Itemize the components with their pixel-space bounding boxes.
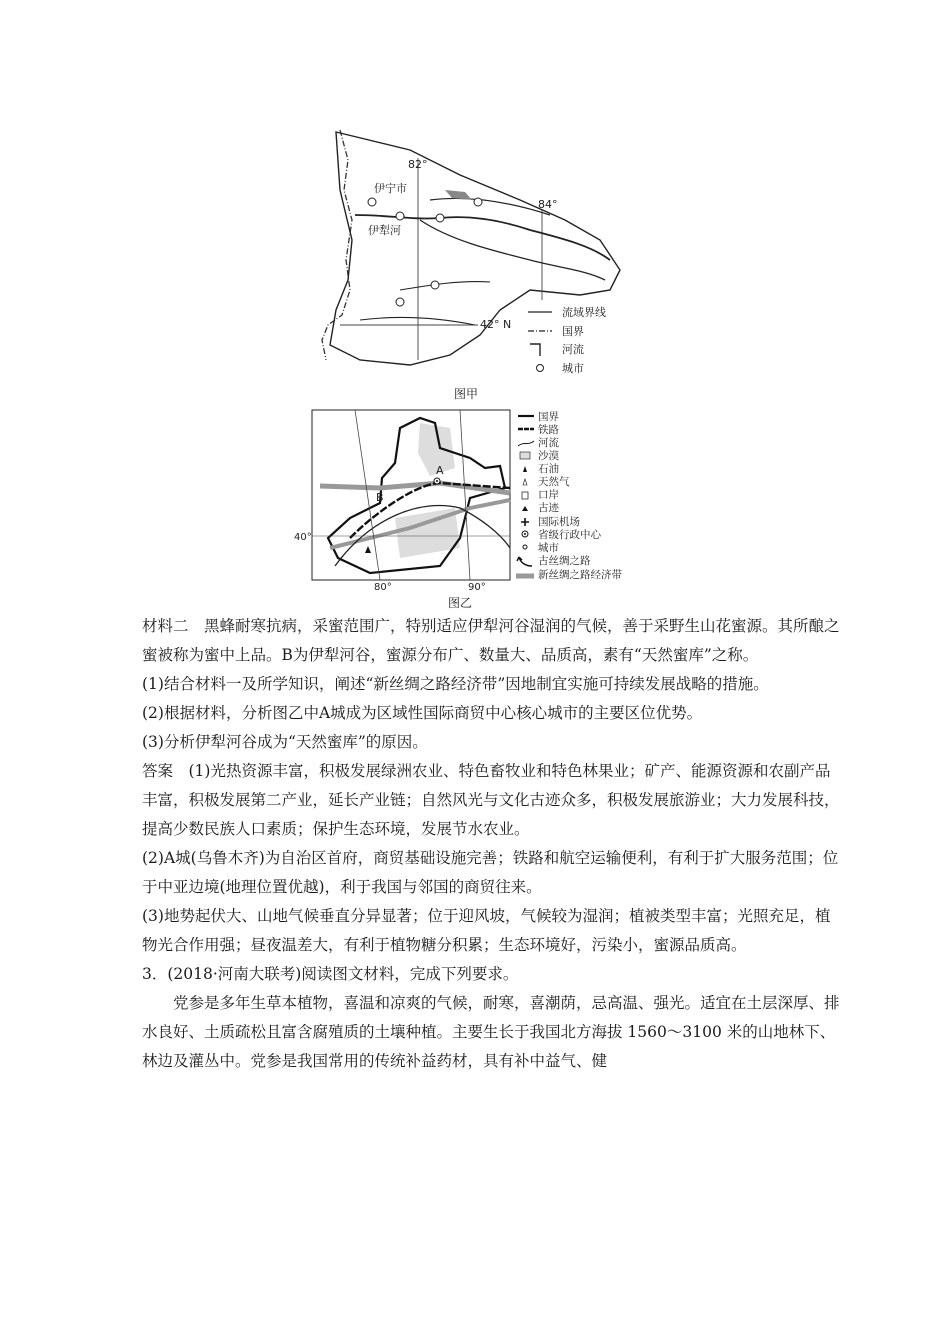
legend-border: 国界 xyxy=(562,325,584,338)
label-a: A xyxy=(436,464,444,477)
legend-b-new: 新丝绸之路经济带 xyxy=(538,569,622,581)
legend-city: 城市 xyxy=(562,362,584,375)
city-marker xyxy=(474,198,482,206)
city-marker xyxy=(396,298,404,306)
figure-a-map xyxy=(300,120,640,380)
lon-84-label: 84° xyxy=(538,198,558,211)
legend-b-airport: 国际机场 xyxy=(538,516,580,528)
question-2: (2)根据材料，分析图乙中A城成为区域性国际商贸中心核心城市的主要区位优势。 xyxy=(142,704,703,722)
passage: 党参是多年生草本植物，喜温和凉爽的气候，耐寒，喜潮荫，忌高温、强光。适宜在土层深厚、排水良好、土质疏松且富含腐殖质的土壤种植。主要生长于我国北方海拔 1560～3100 米的山地林下、林边及灌丛中。党参是我国常用的传统补益药材，具有补中益气、健 xyxy=(142,994,840,1070)
river xyxy=(420,220,605,280)
lon-82-label: 82° xyxy=(408,158,428,171)
body-text xyxy=(142,612,842,1076)
city-marker xyxy=(431,281,439,289)
legend-b-river: 河流 xyxy=(538,437,559,449)
national-border xyxy=(322,130,352,360)
legend-b-relic: 古迹 xyxy=(538,502,559,514)
question-3: (3)分析伊犁河谷成为“天然蜜库”的原因。 xyxy=(142,733,428,751)
legend-b-desert: 沙漠 xyxy=(538,450,559,462)
legend-b-city: 城市 xyxy=(538,542,559,554)
legend-b-oil: 石油 xyxy=(538,463,559,475)
city-marker xyxy=(368,198,376,206)
question-1: (1)结合材料一及所学知识，阐述“新丝绸之路经济带”因地制宜实施可持续发展战略的措施。 xyxy=(142,675,769,693)
legend-b-railway: 铁路 xyxy=(538,424,559,436)
legend-b-border: 国界 xyxy=(538,411,559,423)
legend-river: 河流 xyxy=(562,343,584,356)
lat-42-label: 42° N xyxy=(480,318,512,331)
answer-3: (3)地势起伏大、山地气候垂直分异显著；位于迎风坡，气候较为湿润；植被类型丰富；光照充足，植物光合作用强；昼夜温差大，有利于植物糖分积累；生态环境好，污染小，蜜源品质高。 xyxy=(142,907,831,954)
material2: 材料二 黑蜂耐寒抗病，采蜜范围广，特别适应伊犁河谷湿润的气候，善于采野生山花蜜源。其所酿之蜜被称为蜜中上品。B为伊犁河谷，蜜源分布广、数量大、品质高，素有“天然蜜库”之称。 xyxy=(142,617,840,664)
yili-river-label: 伊犁河 xyxy=(368,224,401,237)
figure-b-caption: 图乙 xyxy=(448,596,473,610)
lat-40-label: 40° xyxy=(294,532,312,543)
legend-b-ancient: 古丝绸之路 xyxy=(538,555,591,567)
label-b: B xyxy=(376,491,384,504)
city-marker xyxy=(396,212,404,220)
lon-80-label: 80° xyxy=(374,582,392,593)
legend-basin: 流域界线 xyxy=(562,306,606,319)
figure-b-map xyxy=(294,408,655,593)
city-marker xyxy=(436,214,444,222)
legend-b-port: 口岸 xyxy=(538,489,559,501)
yining-label: 伊宁市 xyxy=(374,182,407,195)
question-3-heading: 3．(2018·河南大联考)阅读图文材料，完成下列要求。 xyxy=(142,965,519,983)
answer-2: (2)A城(乌鲁木齐)为自治区首府，商贸基础设施完善；铁路和航空运输便利，有利于扩大服务范围；位于中亚边境(地理位置优越)，利于我国与邻国的商贸往来。 xyxy=(142,849,839,896)
river xyxy=(355,215,610,260)
lon-90-label: 90° xyxy=(468,582,486,593)
river xyxy=(360,318,475,325)
figure-a-caption: 图甲 xyxy=(454,387,479,401)
legend-b-gas: 天然气 xyxy=(538,476,570,488)
answer-1: 答案 (1)光热资源丰富，积极发展绿洲农业、特色畜牧业和特色林果业；矿产、能源资源和农副产品丰富，积极发展第二产业，延长产业链；自然风光与文化古迹众多，积极发展旅游业；大力发展科技，提高少数民族人口素质；保护生态环境，发展节水农业。 xyxy=(142,762,840,838)
river xyxy=(400,282,490,290)
legend-b-capital: 省级行政中心 xyxy=(538,529,601,541)
oil-marker xyxy=(365,546,371,553)
river xyxy=(430,198,550,215)
